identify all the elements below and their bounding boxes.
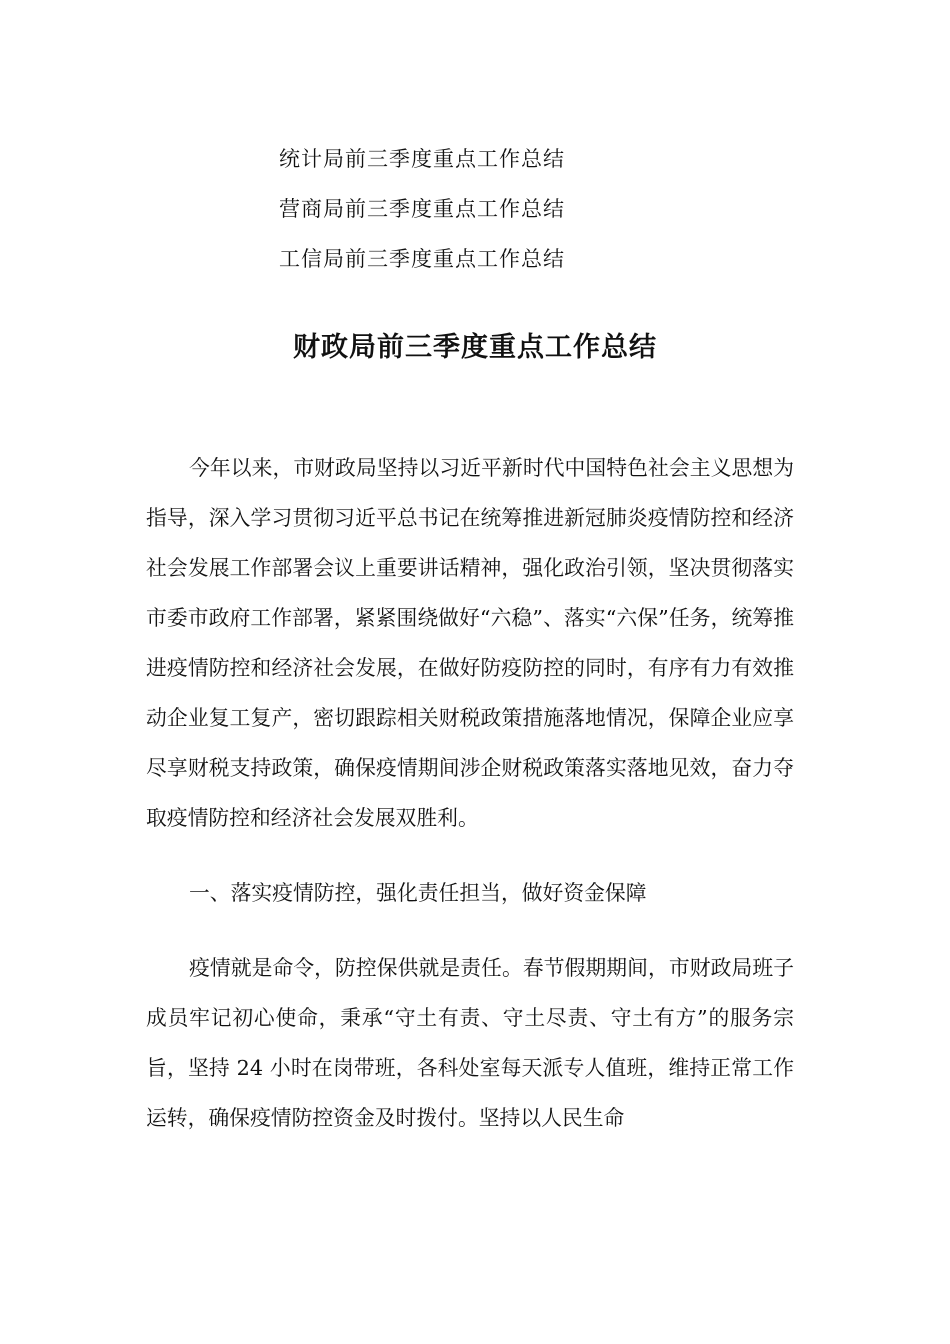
related-documents-list <box>279 134 699 284</box>
related-document-item: 统计局前三季度重点工作总结 <box>279 147 565 171</box>
document-title: 财政局前三季度重点工作总结 <box>293 332 657 363</box>
document-body <box>146 443 794 1143</box>
section-heading: 一、落实疫情防控，强化责任担当，做好资金保障 <box>189 881 647 905</box>
related-document-item: 营商局前三季度重点工作总结 <box>279 197 565 221</box>
body-paragraph: 今年以来，市财政局坚持以习近平新时代中国特色社会主义思想为指导，深入学习贯彻习近平总书记在统筹推进新冠肺炎疫情防控和经济社会发展工作部署会议上重要讲话精神，强化政治引领，坚决贯彻落实市委市政府工作部署，紧紧围绕做好“六稳”、落实“六保”任务，统筹推进疫情防控和经济社会发展，在做好防疫防控的同时，有序有力有效推动企业复工复产，密切跟踪相关财税政策措施落地情况，保障企业应享尽享财税支持政策，确保疫情期间涉企财税政策落实落地见效，奋力夺取疫情防控和经济社会发展双胜利。 <box>146 456 794 830</box>
body-paragraph: 疫情就是命令，防控保供就是责任。春节假期期间，市财政局班子成员牢记初心使命，秉承“守土有责、守土尽责、守土有方”的服务宗旨，坚持 24 小时在岗带班，各科处室每天派专人值班，维持正常工作运转，确保疫情防控资金及时拨付。坚持以人民生命 <box>146 956 794 1130</box>
related-document-item: 工信局前三季度重点工作总结 <box>279 247 565 271</box>
